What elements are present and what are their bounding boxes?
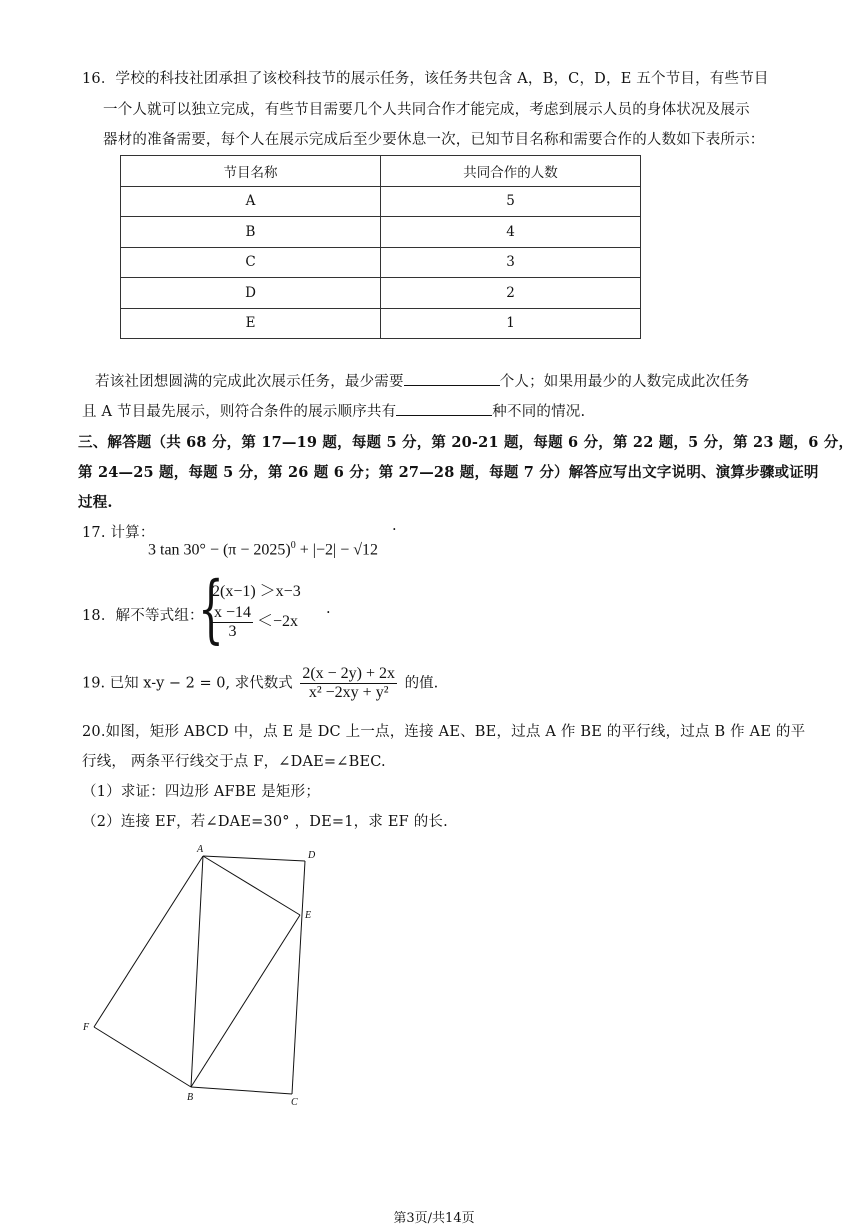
segment-fb — [94, 1027, 191, 1087]
section3-heading-1: 三、解答题（共 68 分，第 17—19 题，每题 5 分，第 20-21 题，每题 6 分，第 22 题，5 分，第 23 题，6 分， — [78, 434, 854, 451]
q17-expr-a: 3 tan 30° − (π − 2025) — [148, 541, 291, 559]
q16-ask1-text: 若该社团想圆满的完成此次展示任务，最少需要 — [95, 374, 404, 390]
segment-eb — [191, 915, 300, 1087]
brace-icon: { — [198, 566, 224, 652]
segment-ae — [203, 856, 300, 915]
point-label-b: B — [187, 1092, 194, 1103]
q20-line-2: 行线， 两条平行线交于点 F，∠DAE=∠BEC. — [82, 754, 386, 770]
table-row — [121, 247, 641, 278]
table-header: 节目名称 — [121, 156, 381, 187]
q16-line-1: 16．学校的科技社团承担了该校科技节的展示任务，该任务共包含 A，B，C，D，E 五个节目，有些节目 — [82, 71, 769, 87]
segment-ad — [203, 856, 305, 861]
table-cell: 5 — [381, 186, 641, 217]
table-cell: 4 — [381, 217, 641, 248]
q17-exponent: 0 — [290, 540, 296, 551]
segment-af — [94, 856, 203, 1027]
q16-ask2-text: 且 A 节目最先展示，则符合条件的展示顺序共有 — [82, 404, 397, 420]
q19-question — [82, 665, 438, 702]
q16-ask2-rest: 种不同的情况. — [492, 404, 586, 420]
table-cell: 3 — [381, 247, 641, 278]
table-row — [121, 308, 641, 339]
table-cell: C — [121, 247, 381, 278]
table-header: 共同合作的人数 — [381, 156, 641, 187]
q19-frac-den: x² −2xy + y² — [308, 684, 389, 701]
q20-part-2: （2）连接 EF，若∠DAE=30° ，DE=1，求 EF 的长. — [82, 814, 448, 830]
q16-question-1 — [95, 370, 750, 391]
table-header-row — [121, 156, 641, 187]
q17-label: 17. 计算： — [82, 525, 155, 541]
table-cell: B — [121, 217, 381, 248]
answer-blank-1[interactable] — [404, 371, 500, 386]
table-cell: E — [121, 308, 381, 339]
q16-line-3: 器材的准备需要，每个人在展示完成后至少要休息一次，已知节目名称和需要合作的人数如下表所示： — [103, 132, 765, 148]
table-cell: 1 — [381, 308, 641, 339]
program-table — [120, 155, 641, 339]
q16-line-2: 一个人就可以独立完成，有些节目需要几个人共同合作才能完成，考虑到展示人员的身体状况及展示 — [103, 102, 750, 118]
section3-heading-3: 过程. — [78, 494, 113, 511]
point-label-f: F — [83, 1022, 90, 1033]
q17-expression — [148, 540, 378, 559]
table-cell: A — [121, 186, 381, 217]
q17-dot: . — [392, 518, 397, 534]
segment-cb — [191, 1087, 292, 1094]
segment-dc — [292, 861, 305, 1094]
answer-blank-2[interactable] — [396, 401, 492, 416]
q18-frac-den: 3 — [228, 623, 237, 640]
point-label-d: D — [308, 850, 316, 861]
point-label-a: A — [197, 844, 204, 855]
q18-dot: . — [326, 601, 331, 617]
table-row — [121, 278, 641, 309]
table-row — [121, 217, 641, 248]
geometry-figure — [60, 835, 350, 1115]
point-label-c: C — [291, 1097, 298, 1108]
q19-label: 19. 已知 x-y − 2 = 0, 求代数式 — [82, 675, 293, 692]
q19-fraction — [300, 665, 397, 702]
page-number: 第3页/共14页 — [393, 1211, 475, 1226]
q18-frac-num: x −14 — [214, 604, 252, 621]
q18-fraction — [212, 604, 253, 641]
q18-inequality-2 — [212, 604, 298, 641]
q16-question-2 — [82, 400, 585, 421]
table-cell: 2 — [381, 278, 641, 309]
section3-heading-2: 第 24—25 题，每题 5 分，第 26 题 6 分；第 27—28 题，每题 7 分）解答应写出文字说明、演算步骤或证明 — [78, 464, 819, 481]
table-cell: D — [121, 278, 381, 309]
point-label-e: E — [305, 910, 312, 921]
q16-ask1-rest: 个人；如果用最少的人数完成此次任务 — [499, 374, 750, 390]
q18-label: 18．解不等式组： — [82, 608, 204, 624]
q17-expr-b: + |−2| − √12 — [299, 541, 378, 559]
q19-tail: 的值. — [404, 675, 439, 692]
q18-inequality-1: 2(x−1) ＞x−3 — [212, 583, 301, 600]
segment-ba — [191, 856, 203, 1087]
q20-line-1: 20.如图，矩形 ABCD 中，点 E 是 DC 上一点，连接 AE、BE，过点 A 作 BE 的平行线，过点 B 作 AE 的平 — [82, 724, 806, 740]
table-row — [121, 186, 641, 217]
q18-rhs: ＜−2x — [257, 613, 299, 631]
q19-frac-num: 2(x − 2y) + 2x — [302, 665, 396, 682]
q20-part-1: （1）求证：四边形 AFBE 是矩形； — [82, 784, 321, 800]
